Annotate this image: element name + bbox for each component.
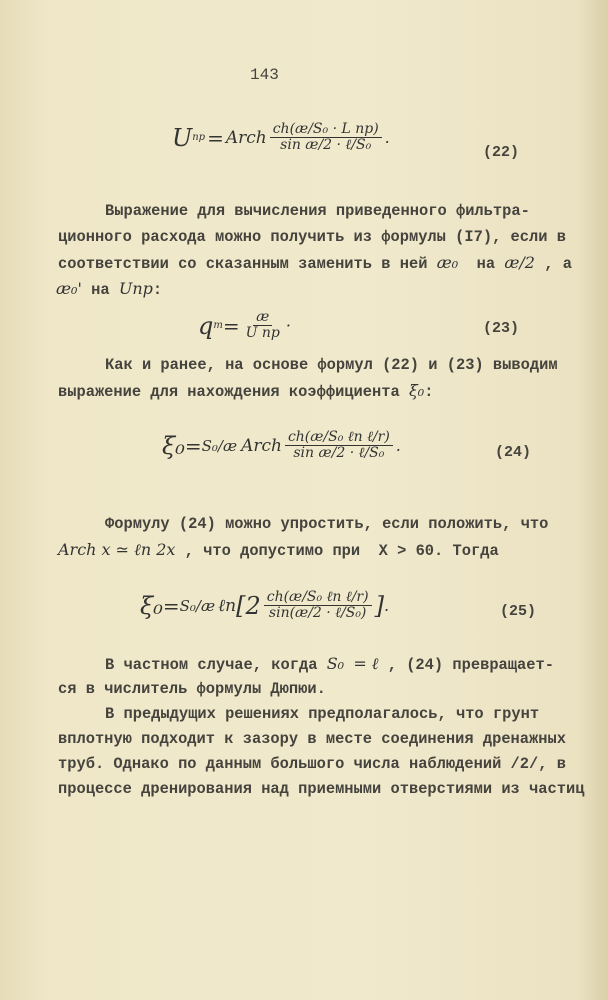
text-line: Формулу (24) можно упростить, если положить, что bbox=[105, 515, 549, 533]
text-line bbox=[105, 655, 554, 673]
equation-label-25: (25) bbox=[500, 603, 537, 620]
text: , что допустимо при X > 60. Тогда bbox=[184, 542, 499, 560]
text-line: ционного расхода можно получить из формулы (I7), если в bbox=[58, 228, 566, 246]
equation-23: q т = $\frac{æ}{\text{U пр}}$ · bbox=[198, 309, 291, 342]
eq-denominator: sin(æ/2 · ℓ/S₀) bbox=[268, 605, 367, 622]
equals-sign: = bbox=[162, 593, 180, 618]
text-line: Выражение для вычисления приведенного фильтра- bbox=[105, 202, 530, 220]
text: на bbox=[91, 281, 110, 299]
text-line bbox=[58, 541, 499, 559]
math-symbol: Arch x ≃ ℓn 2x bbox=[58, 540, 176, 559]
eq-numerator: ch(æ/S₀ ℓn ℓ/r) bbox=[264, 590, 372, 606]
math-symbol: æ/2 bbox=[504, 253, 535, 272]
eq-fraction bbox=[243, 310, 283, 342]
eq-numerator: æ bbox=[253, 310, 272, 326]
text-line: Как и ранее, на основе формул (22) и (23) выводим bbox=[105, 356, 558, 374]
math-symbol: ξ₀ bbox=[408, 381, 425, 400]
text: на bbox=[476, 255, 496, 273]
equation-label-24: (24) bbox=[495, 444, 532, 461]
equals-sign: = bbox=[184, 433, 202, 458]
text: выражение для нахождения коэффициента bbox=[58, 383, 400, 401]
page-number: 143 bbox=[250, 66, 279, 84]
eq-numerator: ch(æ/S₀ · L пр) bbox=[270, 122, 382, 138]
text-line bbox=[58, 382, 433, 400]
text: В частном случае, когда bbox=[105, 656, 318, 674]
text-line: процессе дренирования над приемными отверстиями из частиц bbox=[58, 780, 585, 798]
text: : bbox=[424, 383, 434, 401]
eq-lhs: ξ₀ bbox=[162, 431, 185, 460]
text-line: ся в числитель формулы Дюпюи. bbox=[58, 680, 326, 698]
eq-lhs: U bbox=[172, 123, 193, 152]
eq-func: ℓn bbox=[218, 595, 237, 616]
equals-sign: = bbox=[222, 313, 240, 338]
eq-fraction bbox=[264, 590, 372, 622]
eq-period: . bbox=[395, 436, 401, 456]
text-line: вплотную подходит к зазору в месте соединения дренажных bbox=[58, 730, 566, 748]
equation-label-22: (22) bbox=[483, 144, 520, 161]
left-bracket: [2 bbox=[236, 591, 261, 620]
text: = ℓ bbox=[353, 654, 379, 673]
text-line: труб. Однако по данным большого числа наблюдений /2/, в bbox=[58, 755, 566, 773]
eq-coefficient: S₀/æ bbox=[179, 596, 216, 615]
eq-lhs: ξ₀ bbox=[140, 591, 163, 620]
eq-period: · bbox=[285, 316, 291, 336]
eq-coefficient: S₀/æ bbox=[201, 436, 238, 455]
math-symbol: Uпр bbox=[118, 279, 153, 298]
text: : bbox=[152, 281, 163, 299]
text: , а bbox=[544, 255, 572, 273]
eq-numerator: ch(æ/S₀ ℓn ℓ/r) bbox=[285, 430, 393, 446]
math-symbol: æ₀' bbox=[56, 279, 82, 298]
eq-lhs: q bbox=[198, 311, 214, 340]
eq-denominator: sin æ/2 · ℓ/S₀ bbox=[293, 445, 385, 462]
equation-25 bbox=[140, 590, 389, 622]
math-symbol: S₀ bbox=[326, 654, 345, 673]
equation-24 bbox=[162, 430, 401, 462]
eq-func: Arch bbox=[241, 435, 282, 456]
eq-func: Arch bbox=[225, 127, 267, 148]
text: , (24) превращает- bbox=[387, 656, 554, 674]
text: соответствии со сказанным заменить в ней bbox=[58, 255, 428, 273]
right-bracket: ] bbox=[374, 591, 384, 620]
text-line bbox=[58, 254, 572, 272]
eq-fraction bbox=[270, 122, 382, 154]
eq-denominator: sin æ/2 · ℓ/S₀ bbox=[280, 137, 372, 154]
math-symbol: æ₀ bbox=[436, 253, 459, 272]
eq-period: . bbox=[384, 128, 390, 148]
equation-label-23: (23) bbox=[483, 320, 520, 337]
equation-22: U пр = Arch $\frac{\text{ch(æ/S₀ · L пр)}}{\text{sin æ/2 · ℓ/S₀}}$ . bbox=[172, 121, 390, 154]
eq-fraction bbox=[285, 430, 393, 462]
equals-sign: = bbox=[207, 125, 224, 150]
text-line bbox=[56, 280, 162, 298]
eq-period: . bbox=[383, 596, 390, 616]
eq-denominator: U пр bbox=[245, 325, 280, 342]
text-line: В предыдущих решениях предполагалось, что грунт bbox=[105, 705, 540, 723]
